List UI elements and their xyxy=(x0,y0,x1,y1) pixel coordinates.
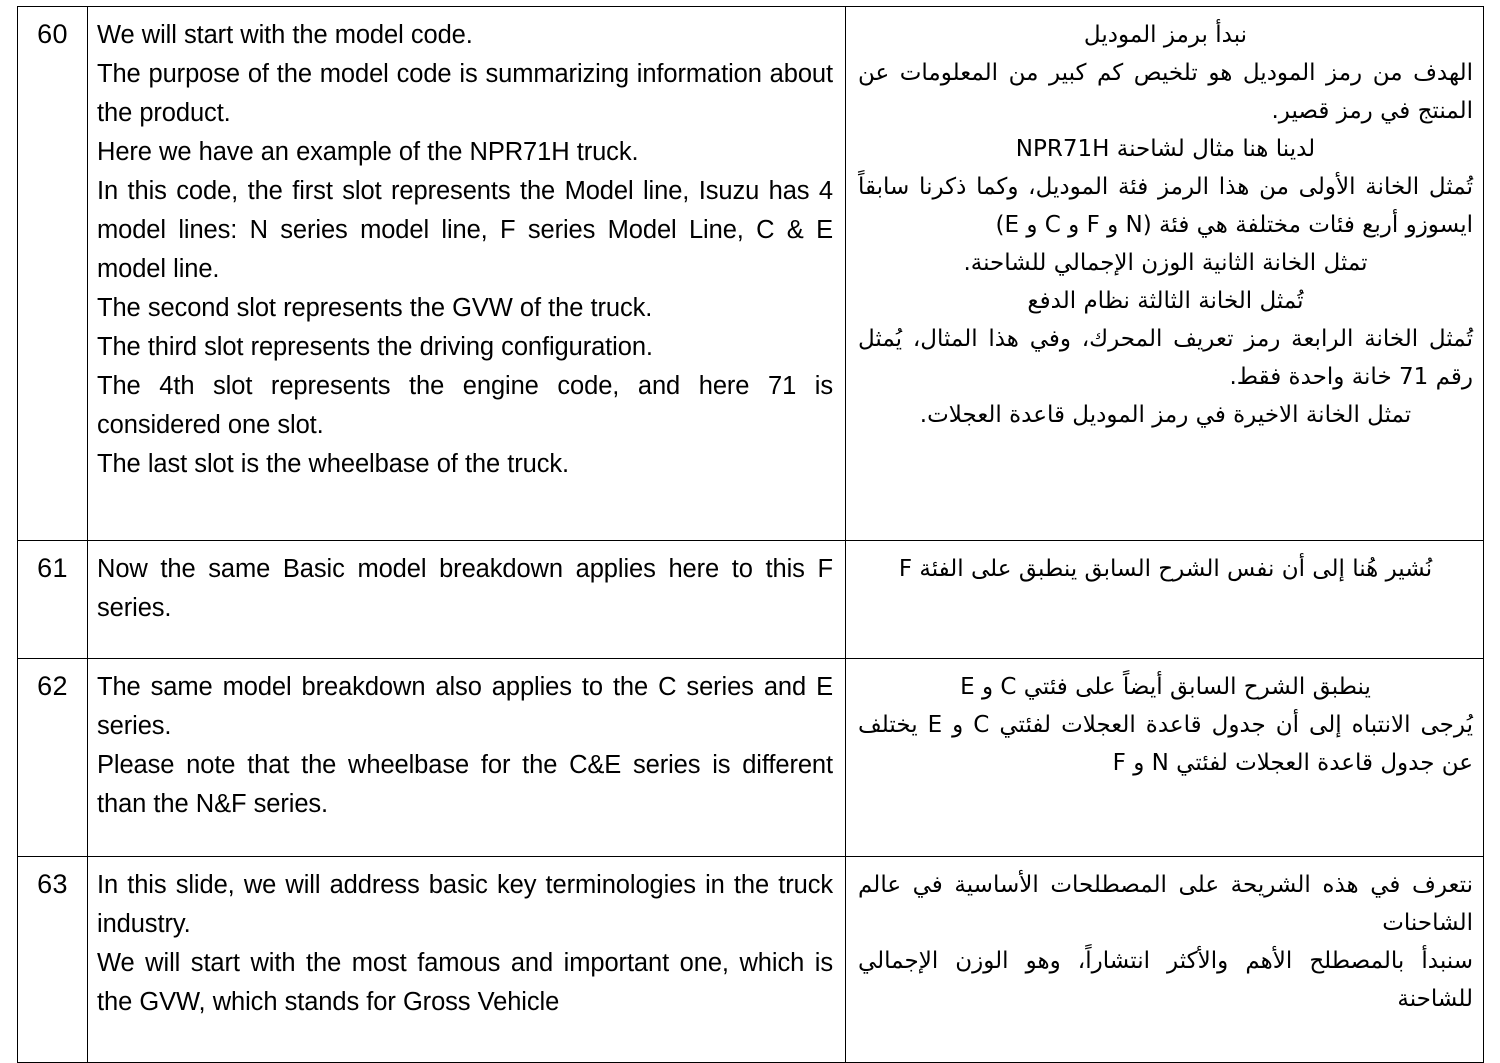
english-line: The same model breakdown also applies to the C series and E series. xyxy=(97,673,833,740)
row-number-label: 62 xyxy=(37,671,68,701)
arabic-translation-cell xyxy=(846,659,1484,857)
english-line: We will start with the model code. xyxy=(97,21,473,49)
english-paragraph-group xyxy=(97,866,833,1022)
arabic-line: ينطبق الشرح السابق أيضاً على فئتي C و E xyxy=(960,674,1371,700)
arabic-line: تمثل الخانة الثانية الوزن الإجمالي للشاحنة. xyxy=(963,250,1368,276)
arabic-line: يُرجى الانتباه إلى أن جدول قاعدة العجلات لفئتي C و E يختلف عن جدول قاعدة العجلات لفئتي N و F xyxy=(858,712,1473,776)
english-paragraph-group xyxy=(97,668,833,824)
english-line: The 4th slot represents the engine code, and here 71 is considered one slot. xyxy=(97,372,833,439)
arabic-paragraph-group xyxy=(858,16,1473,434)
arabic-paragraph-group xyxy=(858,668,1473,782)
arabic-paragraph-group xyxy=(858,550,1473,588)
english-line: In this code, the first slot represents the Model line, Isuzu has 4 model lines: N series model line, F series Model Line, C & E model line. xyxy=(97,177,833,283)
english-line: The last slot is the wheelbase of the truck. xyxy=(97,450,570,478)
arabic-paragraph-group xyxy=(858,866,1473,1018)
english-line: The purpose of the model code is summarizing information about the product. xyxy=(97,60,833,127)
english-paragraph-group xyxy=(97,16,833,484)
english-transcript-cell xyxy=(88,7,846,541)
english-line: Here we have an example of the NPR71H truck. xyxy=(97,138,639,166)
arabic-line: لدينا هنا مثال لشاحنة NPR71H xyxy=(1015,136,1316,162)
table-row xyxy=(18,659,1484,857)
english-line: Now the same Basic model breakdown applies here to this F series. xyxy=(97,555,833,622)
arabic-line: تُمثل الخانة الأولى من هذا الرمز فئة الموديل، وكما ذكرنا سابقاً ايسوزو أربع فئات مختلفة هي فئة (N و F و C و E) xyxy=(858,174,1473,238)
table-row xyxy=(18,857,1484,1063)
arabic-translation-cell xyxy=(846,7,1484,541)
transcript-table-body xyxy=(18,7,1484,1063)
english-line: The third slot represents the driving configuration. xyxy=(97,333,653,361)
english-line: Please note that the wheelbase for the C&E series is different than the N&F series. xyxy=(97,751,833,818)
arabic-line: الهدف من رمز الموديل هو تلخيص كم كبير من المعلومات عن المنتج في رمز قصير. xyxy=(858,60,1473,124)
table-row xyxy=(18,7,1484,541)
english-line: The second slot represents the GVW of the truck. xyxy=(97,294,653,322)
table-row xyxy=(18,541,1484,659)
transcript-table xyxy=(17,6,1484,1063)
arabic-line: نُشير هُنا إلى أن نفس الشرح السابق ينطبق على الفئة F xyxy=(898,556,1433,582)
row-number-label: 61 xyxy=(37,553,68,583)
row-number-label: 60 xyxy=(37,19,68,49)
english-line: In this slide, we will address basic key terminologies in the truck industry. xyxy=(97,871,833,938)
arabic-translation-cell xyxy=(846,857,1484,1063)
english-transcript-cell xyxy=(88,857,846,1063)
english-line: We will start with the most famous and important one, which is the GVW, which stands for Gross Vehicle xyxy=(97,949,833,1016)
row-number-cell xyxy=(18,7,88,541)
row-number-label: 63 xyxy=(37,869,68,899)
row-number-cell xyxy=(18,541,88,659)
row-number-cell xyxy=(18,659,88,857)
row-number-cell xyxy=(18,857,88,1063)
english-transcript-cell xyxy=(88,659,846,857)
arabic-line: تمثل الخانة الاخيرة في رمز الموديل قاعدة العجلات. xyxy=(919,402,1412,428)
arabic-line: تُمثل الخانة الثالثة نظام الدفع xyxy=(1027,288,1304,314)
arabic-line: نتعرف في هذه الشريحة على المصطلحات الأساسية في عالم الشاحنات xyxy=(858,872,1473,936)
arabic-line: نبدأ برمز الموديل xyxy=(1083,22,1248,48)
arabic-translation-cell xyxy=(846,541,1484,659)
english-paragraph-group xyxy=(97,550,833,628)
english-transcript-cell xyxy=(88,541,846,659)
arabic-line: سنبدأ بالمصطلح الأهم والأكثر انتشاراً، وهو الوزن الإجمالي للشاحنة xyxy=(858,948,1473,1012)
arabic-line: تُمثل الخانة الرابعة رمز تعريف المحرك، وفي هذا المثال، يُمثل رقم 71 خانة واحدة فقط. xyxy=(858,326,1473,390)
